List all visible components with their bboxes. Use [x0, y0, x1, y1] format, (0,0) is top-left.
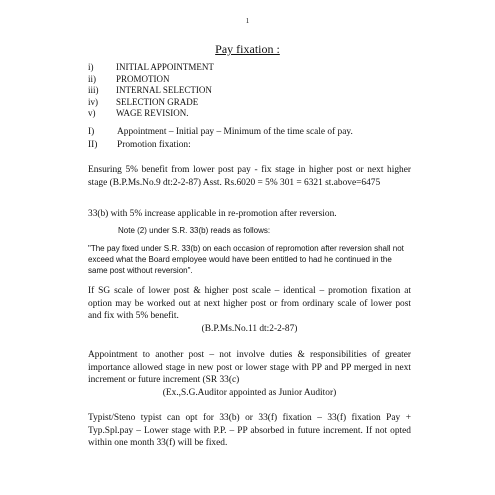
reference: (B.P.Ms.No.11 dt:2-2-87) — [201, 323, 298, 334]
paragraph-typist: Typist/Steno typist can opt for 33(b) or 33(f) fixation – 33(f) fixation Pay + Typ.Spl.pay – Lower stage with P.P. – PP absorbed in future increment. If not opted within one month 33(f) will be fixed. — [88, 413, 411, 449]
list-item: iii) INTERNAL SELECTION — [88, 85, 212, 96]
paragraph-another-post: Appointment to another post – not involve duties & responsibilities of greater importance allowed stage in new post or lower stage with PP and PP merged in next increment or future increment (SR 33(c) (Ex.,S.G.Auditor appointed as Junior Auditor) — [88, 350, 411, 398]
paragraph-33b: 33(b) with 5% increase applicable in re-promotion after reversion. — [88, 209, 337, 219]
roman-list — [88, 126, 353, 152]
quoted-rule: "The pay fixed under S.R. 33(b) on each occasion of repromotion after reversion shall not exceed what the Board employee would have been entitled to had he continued in the same post without reversion". — [88, 244, 404, 275]
list-item: v) WAGE REVISION. — [88, 108, 189, 119]
fixation-types-list — [88, 62, 214, 120]
paragraph-5pct-benefit: Ensuring 5% benefit from lower post pay - fix stage in higher post or next higher stage (B.P.Ms.No.9 dt:2-2-87) Asst. Rs.6020 = 5% 301 = 6321 st.above=6475 — [88, 165, 411, 188]
paragraph-sg-scale: If SG scale of lower post & higher post scale – identical – promotion fixation at option may be worked out at next higher post or from ordinary scale of lower post and fix with 5% benefit. (B.P.Ms.No.11 dt:2-2-87) — [88, 286, 411, 334]
list-item: ii) PROMOTION — [88, 73, 170, 84]
roman-item: I) Appointment – Initial pay – Minimum of the time scale of pay. — [88, 127, 353, 137]
note-heading: Note (2) under S.R. 33(b) reads as follows: — [118, 226, 271, 235]
list-item: iv) SELECTION GRADE — [88, 96, 199, 107]
list-item: i) INITIAL APPOINTMENT — [88, 62, 214, 72]
reference: (Ex.,S.G.Auditor appointed as Junior Auditor) — [162, 387, 337, 398]
page-title: Pay fixation : — [215, 42, 280, 56]
page-number: 1 — [245, 17, 250, 25]
roman-item: II) Promotion fixation: — [88, 140, 191, 150]
